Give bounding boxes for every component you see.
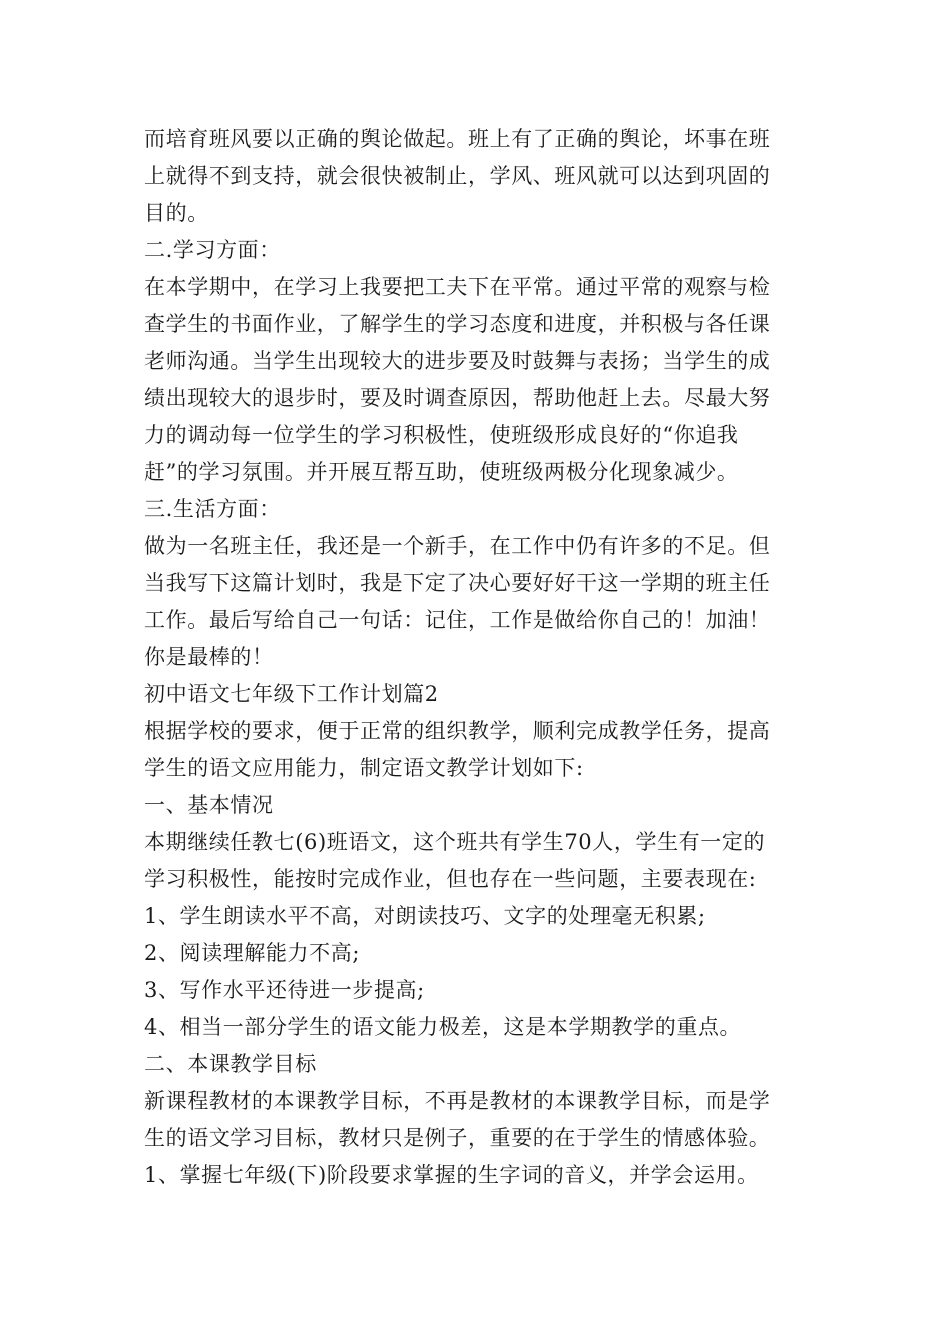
text-line: 老师沟通。当学生出现较大的进步要及时鼓舞与表扬；当学生的成 [144,349,771,373]
list-item: 4、相当一部分学生的语文能力极差，这是本学期教学的重点。 [144,1015,742,1039]
text-line: 赶”的学习氛围。并开展互帮互助，使班级两极分化现象减少。 [144,460,739,484]
document-body [144,121,812,1194]
section-heading-life: 三.生活方面： [144,497,281,521]
text-line: 学生的语文应用能力，制定语文教学计划如下: [144,756,584,780]
list-item: 1、掌握七年级(下)阶段要求掌握的生字词的音义，并学会运用。 [144,1163,759,1187]
text-line: 查学生的书面作业，了解学生的学习态度和进度，并积极与各任课 [144,312,771,336]
text-line: 力的调动每一位学生的学习积极性，使班级形成良好的“你追我 [144,423,739,447]
text-line: 在本学期中，在学习上我要把工夫下在平常。通过平常的观察与检 [144,275,771,299]
text-line: 工作。最后写给自己一句话：记住，工作是做给你自己的！加油！ [144,608,771,632]
list-item: 1、学生朗读水平不高，对朗读技巧、文字的处理毫无积累; [144,904,706,928]
text-line: 本期继续任教七(6)班语文，这个班共有学生70人，学生有一定的 [144,830,766,854]
text-line: 目的。 [144,201,209,225]
text-line: 你是最棒的！ [144,645,274,669]
section-heading-basic: 一、基本情况 [144,793,274,817]
text-line: 新课程教材的本课教学目标，不再是教材的本课教学目标，而是学 [144,1089,771,1113]
list-item: 2、阅读理解能力不高; [144,941,361,965]
text-line: 而培育班风要以正确的舆论做起。班上有了正确的舆论，坏事在班 [144,127,771,151]
section-heading-study: 二.学习方面： [144,238,281,262]
text-line: 学习积极性，能按时完成作业，但也存在一些问题，主要表现在: [144,867,757,891]
text-line: 当我写下这篇计划时，我是下定了决心要好好干这一学期的班主任 [144,571,771,595]
text-line: 绩出现较大的退步时，要及时调查原因，帮助他赶上去。尽最大努 [144,386,771,410]
text-line: 生的语文学习目标，教材只是例子，重要的在于学生的情感体验。 [144,1126,771,1150]
text-line: 做为一名班主任，我还是一个新手，在工作中仍有许多的不足。但 [144,534,771,558]
article-title: 初中语文七年级下工作计划篇2 [144,682,439,706]
text-line: 根据学校的要求，便于正常的组织教学，顺利完成教学任务，提高 [144,719,771,743]
text-line: 上就得不到支持，就会很快被制止，学风、班风就可以达到巩固的 [144,164,771,188]
section-heading-goals: 二、本课教学目标 [144,1052,317,1076]
list-item: 3、写作水平还待进一步提高; [144,978,425,1002]
